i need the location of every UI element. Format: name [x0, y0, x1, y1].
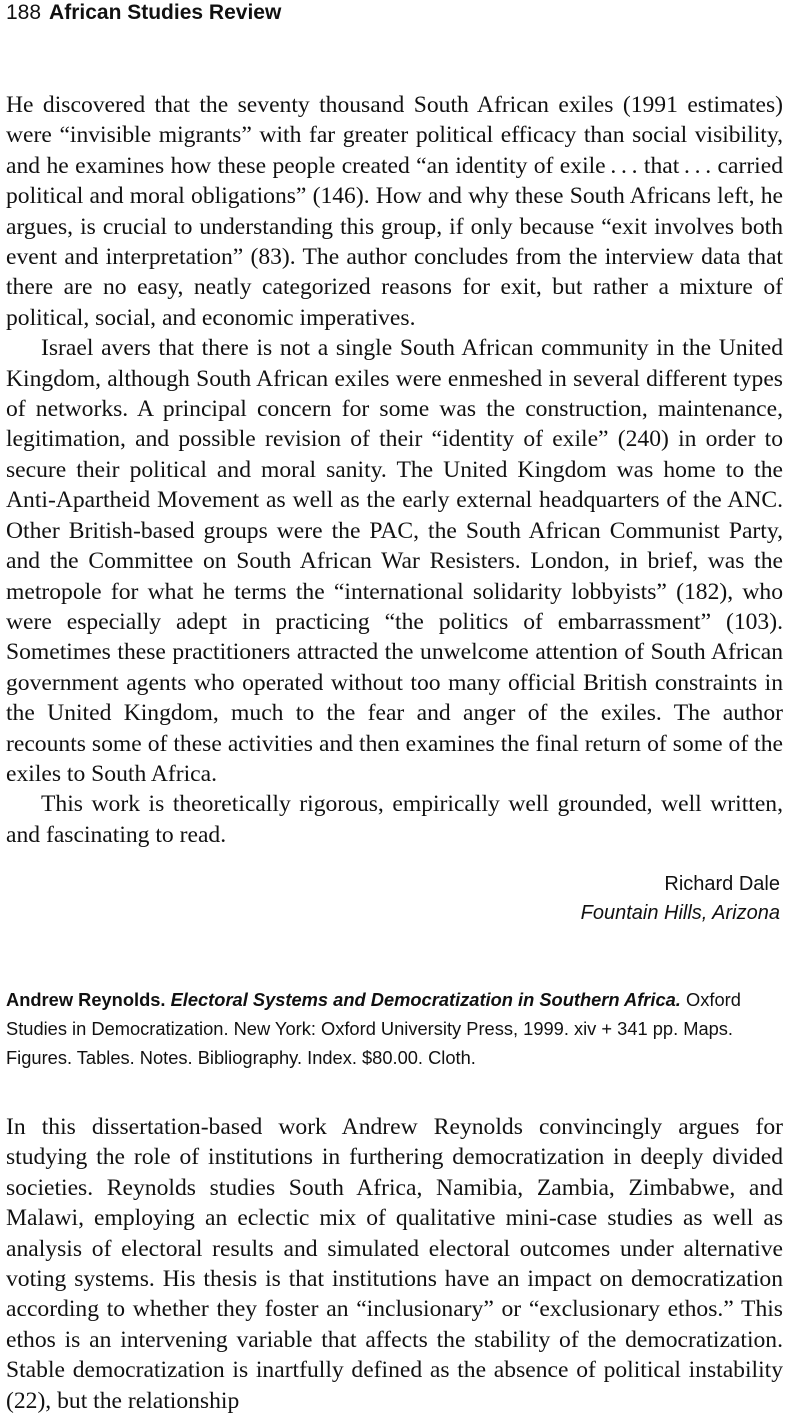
- review-paragraph: Israel avers that there is not a single South African community in the United Kingdom, although South African exiles were enmeshed in several different types of networks. A principal concern for some was the construction, maintenance, legitimation, and possible revision of their “identity of exile” (240) in order to secure their political and moral sanity. The United Kingdom was home to the Anti-Apartheid Movement as well as the early external headquarters of the ANC. Other British-based groups were the PAC, the South African Communist Party, and the Committee on South African War Resisters. London, in brief, was the metropole for what he terms the “international solidarity lobbyists” (182), who were especially adept in practicing “the politics of embarrassment” (103). Sometimes these practitioners attracted the unwelcome attention of South African government agents who operated without too many official British constraints in the United Kingdom, much to the fear and anger of the exiles. The author recounts some of these activities and then examines the final return of some of the exiles to South Africa.: [6, 335, 783, 787]
- running-head: [6, 0, 281, 26]
- reviewer-name: Richard Dale: [664, 873, 780, 895]
- book-title: Electoral Systems and Democratization in Southern Africa.: [170, 989, 681, 1010]
- review-paragraph: In this dissertation-based work Andrew Reynolds convincingly argues for studying the role of institutions in furthering democratization in deeply divided societies. Reynolds studies South Africa, Namibia, Zambia, Zimbabwe, and Malawi, employing an eclectic mix of qualitative mini-case studies as well as analysis of electoral results and simulated electoral outcomes under alternative voting systems. His thesis is that institutions have an impact on democratization according to whether they foster an “inclusionary” or “exclusionary ethos.” This ethos is an intervening variable that affects the stability of the democratization. Stable democratization is inartfully defined as the absence of political instability (22), but the relationship: [6, 1114, 783, 1414]
- reviewer-signature: [581, 870, 780, 928]
- review-paragraph: This work is theoretically rigorous, empirically well grounded, well written, and fascinating to read.: [6, 791, 783, 848]
- review-paragraph: He discovered that the seventy thousand South African exiles (1991 estimates) were “invisible migrants” with far greater political efficacy than social visibility, and he examines how these people created “an identity of exile . . . that . . . carried political and moral obligations” (146). How and why these South Africans left, he argues, is crucial to understanding this group, if only because “exit involves both event and interpretation” (83). The author concludes from the interview data that there are no easy, neatly categorized reasons for exit, but rather a mixture of political, social, and economic imperatives.: [6, 92, 783, 331]
- book-citation: [6, 985, 786, 1072]
- page-number: 188: [6, 1, 42, 24]
- book-author: Andrew Reynolds.: [6, 989, 166, 1010]
- review-body: [6, 1112, 783, 1416]
- review-body-continued: [6, 90, 783, 850]
- journal-title: African Studies Review: [49, 1, 282, 24]
- book-details: Oxford Studies in Democratization. New York: Oxford University Press, 1999. xiv + 341 pp. Maps. Figures. Tables. Notes. Bibliography. Index. $80.00. Cloth.: [6, 989, 741, 1068]
- reviewer-location: Fountain Hills, Arizona: [580, 902, 780, 924]
